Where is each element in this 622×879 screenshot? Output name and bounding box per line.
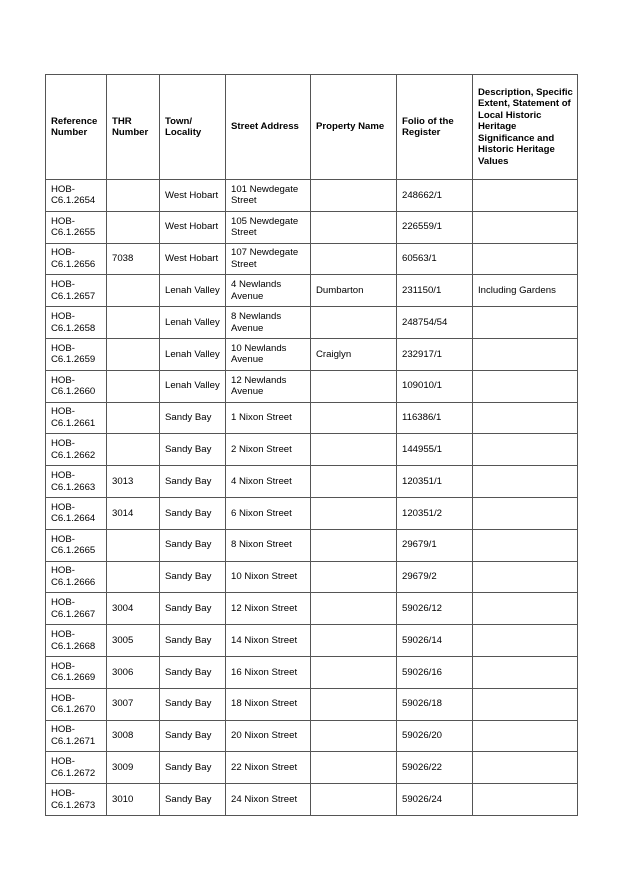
description-cell xyxy=(473,466,578,498)
reference-number-cell: HOB-C6.1.2655 xyxy=(46,211,107,243)
street-address-cell: 2 Nixon Street xyxy=(226,434,311,466)
town-locality-cell: Sandy Bay xyxy=(160,656,226,688)
description-cell xyxy=(473,180,578,212)
town-locality-cell: Lenah Valley xyxy=(160,307,226,339)
property-name-cell xyxy=(311,688,397,720)
table-row xyxy=(46,275,578,307)
property-name-cell xyxy=(311,180,397,212)
thr-number-cell: 3008 xyxy=(107,720,160,752)
description-cell xyxy=(473,338,578,370)
town-locality-cell: Sandy Bay xyxy=(160,561,226,593)
table-body xyxy=(46,180,578,816)
reference-number-cell: HOB-C6.1.2661 xyxy=(46,402,107,434)
town-locality-cell: Sandy Bay xyxy=(160,593,226,625)
town-locality-cell: Sandy Bay xyxy=(160,720,226,752)
property-name-cell xyxy=(311,434,397,466)
thr-number-cell xyxy=(107,402,160,434)
folio-cell: 59026/16 xyxy=(397,656,473,688)
folio-cell: 59026/20 xyxy=(397,720,473,752)
table-row xyxy=(46,752,578,784)
folio-cell: 59026/12 xyxy=(397,593,473,625)
folio-cell: 59026/22 xyxy=(397,752,473,784)
header-property-name: Property Name xyxy=(311,75,397,180)
reference-number-cell: HOB-C6.1.2671 xyxy=(46,720,107,752)
reference-number-cell: HOB-C6.1.2666 xyxy=(46,561,107,593)
town-locality-cell: West Hobart xyxy=(160,180,226,212)
town-locality-cell: Sandy Bay xyxy=(160,434,226,466)
property-name-cell xyxy=(311,497,397,529)
street-address-cell: 101 Newdegate Street xyxy=(226,180,311,212)
reference-number-cell: HOB-C6.1.2657 xyxy=(46,275,107,307)
property-name-cell xyxy=(311,752,397,784)
reference-number-cell: HOB-C6.1.2658 xyxy=(46,307,107,339)
folio-cell: 231150/1 xyxy=(397,275,473,307)
town-locality-cell: Sandy Bay xyxy=(160,529,226,561)
reference-number-cell: HOB-C6.1.2662 xyxy=(46,434,107,466)
folio-cell: 120351/2 xyxy=(397,497,473,529)
thr-number-cell xyxy=(107,370,160,402)
town-locality-cell: Sandy Bay xyxy=(160,497,226,529)
table-row xyxy=(46,370,578,402)
folio-cell: 59026/18 xyxy=(397,688,473,720)
reference-number-cell: HOB-C6.1.2668 xyxy=(46,625,107,657)
folio-cell: 144955/1 xyxy=(397,434,473,466)
property-name-cell xyxy=(311,211,397,243)
street-address-cell: 12 Nixon Street xyxy=(226,593,311,625)
table-row xyxy=(46,497,578,529)
reference-number-cell: HOB-C6.1.2670 xyxy=(46,688,107,720)
street-address-cell: 8 Newlands Avenue xyxy=(226,307,311,339)
table-row xyxy=(46,656,578,688)
description-cell xyxy=(473,688,578,720)
property-name-cell xyxy=(311,561,397,593)
thr-number-cell: 3009 xyxy=(107,752,160,784)
reference-number-cell: HOB-C6.1.2673 xyxy=(46,784,107,816)
header-town-locality: Town/ Locality xyxy=(160,75,226,180)
header-thr-number: THR Number xyxy=(107,75,160,180)
street-address-cell: 10 Newlands Avenue xyxy=(226,338,311,370)
town-locality-cell: Sandy Bay xyxy=(160,625,226,657)
table-row xyxy=(46,338,578,370)
thr-number-cell: 3013 xyxy=(107,466,160,498)
reference-number-cell: HOB-C6.1.2672 xyxy=(46,752,107,784)
street-address-cell: 1 Nixon Street xyxy=(226,402,311,434)
thr-number-cell xyxy=(107,180,160,212)
property-name-cell xyxy=(311,402,397,434)
street-address-cell: 22 Nixon Street xyxy=(226,752,311,784)
folio-cell: 59026/14 xyxy=(397,625,473,657)
property-name-cell xyxy=(311,370,397,402)
description-cell: Including Gardens xyxy=(473,275,578,307)
thr-number-cell: 3010 xyxy=(107,784,160,816)
thr-number-cell: 3005 xyxy=(107,625,160,657)
header-description: Description, Specific Extent, Statement of Local Historic Heritage Significance and Historic Heritage Values xyxy=(473,75,578,180)
property-name-cell xyxy=(311,784,397,816)
thr-number-cell xyxy=(107,561,160,593)
street-address-cell: 18 Nixon Street xyxy=(226,688,311,720)
folio-cell: 29679/2 xyxy=(397,561,473,593)
description-cell xyxy=(473,402,578,434)
description-cell xyxy=(473,529,578,561)
table-row xyxy=(46,307,578,339)
table-row xyxy=(46,529,578,561)
street-address-cell: 6 Nixon Street xyxy=(226,497,311,529)
reference-number-cell: HOB-C6.1.2663 xyxy=(46,466,107,498)
reference-number-cell: HOB-C6.1.2659 xyxy=(46,338,107,370)
thr-number-cell xyxy=(107,529,160,561)
table-header-row xyxy=(46,75,578,180)
heritage-register-table xyxy=(45,74,578,816)
folio-cell: 120351/1 xyxy=(397,466,473,498)
thr-number-cell xyxy=(107,434,160,466)
table-row xyxy=(46,784,578,816)
folio-cell: 232917/1 xyxy=(397,338,473,370)
table-row xyxy=(46,561,578,593)
table-row xyxy=(46,211,578,243)
town-locality-cell: Sandy Bay xyxy=(160,466,226,498)
thr-number-cell: 3014 xyxy=(107,497,160,529)
thr-number-cell xyxy=(107,338,160,370)
street-address-cell: 24 Nixon Street xyxy=(226,784,311,816)
description-cell xyxy=(473,561,578,593)
thr-number-cell: 3007 xyxy=(107,688,160,720)
thr-number-cell: 3004 xyxy=(107,593,160,625)
property-name-cell xyxy=(311,625,397,657)
street-address-cell: 20 Nixon Street xyxy=(226,720,311,752)
property-name-cell xyxy=(311,529,397,561)
header-folio: Folio of the Register xyxy=(397,75,473,180)
description-cell xyxy=(473,370,578,402)
property-name-cell xyxy=(311,656,397,688)
folio-cell: 226559/1 xyxy=(397,211,473,243)
table-row xyxy=(46,243,578,275)
property-name-cell xyxy=(311,466,397,498)
description-cell xyxy=(473,307,578,339)
property-name-cell: Dumbarton xyxy=(311,275,397,307)
header-street-address: Street Address xyxy=(226,75,311,180)
folio-cell: 248662/1 xyxy=(397,180,473,212)
table-row xyxy=(46,593,578,625)
description-cell xyxy=(473,752,578,784)
description-cell xyxy=(473,243,578,275)
folio-cell: 29679/1 xyxy=(397,529,473,561)
table-row xyxy=(46,720,578,752)
town-locality-cell: Sandy Bay xyxy=(160,688,226,720)
folio-cell: 59026/24 xyxy=(397,784,473,816)
description-cell xyxy=(473,625,578,657)
property-name-cell xyxy=(311,243,397,275)
header-reference-number: Reference Number xyxy=(46,75,107,180)
street-address-cell: 105 Newdegate Street xyxy=(226,211,311,243)
property-name-cell xyxy=(311,720,397,752)
reference-number-cell: HOB-C6.1.2667 xyxy=(46,593,107,625)
property-name-cell xyxy=(311,307,397,339)
description-cell xyxy=(473,211,578,243)
property-name-cell: Craiglyn xyxy=(311,338,397,370)
thr-number-cell: 3006 xyxy=(107,656,160,688)
description-cell xyxy=(473,434,578,466)
table-row xyxy=(46,625,578,657)
street-address-cell: 12 Newlands Avenue xyxy=(226,370,311,402)
table-row xyxy=(46,180,578,212)
description-cell xyxy=(473,784,578,816)
description-cell xyxy=(473,497,578,529)
town-locality-cell: Lenah Valley xyxy=(160,275,226,307)
description-cell xyxy=(473,720,578,752)
table-row xyxy=(46,402,578,434)
street-address-cell: 16 Nixon Street xyxy=(226,656,311,688)
street-address-cell: 10 Nixon Street xyxy=(226,561,311,593)
table-row xyxy=(46,434,578,466)
description-cell xyxy=(473,593,578,625)
reference-number-cell: HOB-C6.1.2654 xyxy=(46,180,107,212)
reference-number-cell: HOB-C6.1.2664 xyxy=(46,497,107,529)
town-locality-cell: Lenah Valley xyxy=(160,338,226,370)
thr-number-cell xyxy=(107,211,160,243)
street-address-cell: 8 Nixon Street xyxy=(226,529,311,561)
reference-number-cell: HOB-C6.1.2660 xyxy=(46,370,107,402)
table-row xyxy=(46,688,578,720)
reference-number-cell: HOB-C6.1.2665 xyxy=(46,529,107,561)
thr-number-cell xyxy=(107,307,160,339)
folio-cell: 109010/1 xyxy=(397,370,473,402)
thr-number-cell: 7038 xyxy=(107,243,160,275)
reference-number-cell: HOB-C6.1.2669 xyxy=(46,656,107,688)
town-locality-cell: Sandy Bay xyxy=(160,402,226,434)
table-row xyxy=(46,466,578,498)
property-name-cell xyxy=(311,593,397,625)
folio-cell: 60563/1 xyxy=(397,243,473,275)
town-locality-cell: West Hobart xyxy=(160,211,226,243)
town-locality-cell: Sandy Bay xyxy=(160,784,226,816)
street-address-cell: 4 Newlands Avenue xyxy=(226,275,311,307)
reference-number-cell: HOB-C6.1.2656 xyxy=(46,243,107,275)
description-cell xyxy=(473,656,578,688)
town-locality-cell: West Hobart xyxy=(160,243,226,275)
town-locality-cell: Sandy Bay xyxy=(160,752,226,784)
street-address-cell: 14 Nixon Street xyxy=(226,625,311,657)
town-locality-cell: Lenah Valley xyxy=(160,370,226,402)
thr-number-cell xyxy=(107,275,160,307)
folio-cell: 248754/54 xyxy=(397,307,473,339)
folio-cell: 116386/1 xyxy=(397,402,473,434)
street-address-cell: 4 Nixon Street xyxy=(226,466,311,498)
street-address-cell: 107 Newdegate Street xyxy=(226,243,311,275)
